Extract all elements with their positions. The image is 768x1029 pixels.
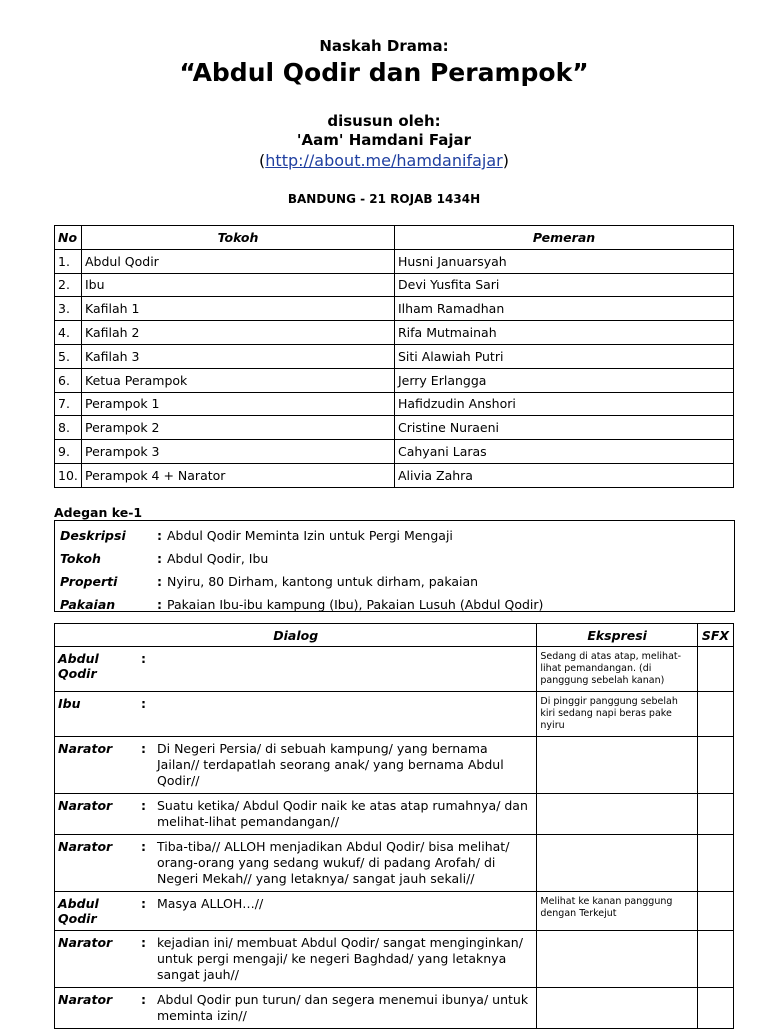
place-date: BANDUNG - 21 ROJAB 1434H: [287, 192, 481, 206]
col-header-ekspresi: Ekspresi: [537, 624, 697, 647]
cast-row: [55, 463, 734, 487]
cast-tokoh: Ketua Perampok: [82, 368, 395, 392]
scene-info-key: Pakaian: [60, 597, 116, 612]
cast-row: [55, 273, 734, 297]
cast-row: [55, 392, 734, 416]
cast-row: [55, 297, 734, 321]
dialog-cell: [55, 931, 537, 988]
cast-no: 9.: [55, 440, 82, 464]
expression-cell: [537, 988, 697, 1029]
dialog-text: [157, 696, 533, 711]
cast-tokoh: Ibu: [82, 273, 395, 297]
cast-no: 4.: [55, 321, 82, 345]
cast-no: 10.: [55, 463, 82, 487]
cast-row: [55, 440, 734, 464]
cast-tokoh: Perampok 1: [82, 392, 395, 416]
cast-pemeran: Ilham Ramadhan: [395, 297, 734, 321]
sfx-cell: [697, 835, 733, 892]
scene-info-colon: :: [157, 551, 162, 566]
speaker-name: Narator: [58, 839, 113, 854]
speaker-name: Narator: [58, 741, 113, 756]
dialog-line: [58, 696, 533, 711]
scene-info-key: Properti: [60, 574, 118, 589]
dialog-line: [58, 935, 533, 983]
dialog-cell: [55, 692, 537, 737]
expression-cell: Melihat ke kanan panggung dengan Terkejut: [537, 892, 697, 931]
scene-info-value: Abdul Qodir Meminta Izin untuk Pergi Mengaji: [167, 528, 453, 543]
expression-cell: [537, 737, 697, 794]
cast-no: 3.: [55, 297, 82, 321]
expression-cell: [537, 835, 697, 892]
cast-tokoh: Kafilah 2: [82, 321, 395, 345]
dialog-cell: [55, 647, 537, 692]
dialog-cell: [55, 892, 537, 931]
cast-tokoh: Perampok 2: [82, 416, 395, 440]
speaker-colon: :: [141, 839, 146, 854]
sfx-cell: [697, 931, 733, 988]
speaker-name: Ibu: [58, 696, 81, 711]
dialog-line: [58, 741, 533, 789]
cast-row: [55, 416, 734, 440]
scene-info-row: [55, 570, 734, 593]
scene-info-colon: :: [157, 528, 162, 543]
dialog-text: Abdul Qodir pun turun/ dan segera menemui ibunya/ untuk meminta izin//: [157, 992, 529, 1023]
sfx-cell: [697, 794, 733, 835]
dialog-row: [55, 692, 734, 737]
col-header-pemeran: Pemeran: [395, 226, 734, 250]
cast-no: 8.: [55, 416, 82, 440]
cast-no: 2.: [55, 273, 82, 297]
dialog-row: [55, 794, 734, 835]
dialog-text: [157, 651, 533, 681]
dialog-row: [55, 931, 734, 988]
cast-tokoh: Abdul Qodir: [82, 249, 395, 273]
speaker-colon: :: [141, 798, 146, 813]
cast-pemeran: Siti Alawiah Putri: [395, 344, 734, 368]
dialog-cell: [55, 737, 537, 794]
speaker-colon: :: [141, 651, 146, 666]
dialog-text: Masya ALLOH…//: [157, 896, 264, 911]
link-paren-close: ): [502, 151, 509, 170]
speaker-name: Narator: [58, 935, 113, 950]
cast-tokoh: Kafilah 3: [82, 344, 395, 368]
cast-no: 5.: [55, 344, 82, 368]
cast-no: 7.: [55, 392, 82, 416]
speaker-colon: :: [141, 896, 146, 911]
dialog-cell: [55, 794, 537, 835]
document-label: Naskah Drama:: [319, 37, 449, 55]
scene-info-colon: :: [157, 574, 162, 589]
cast-pemeran: Cristine Nuraeni: [395, 416, 734, 440]
cast-pemeran: Husni Januarsyah: [395, 249, 734, 273]
expression-cell: [537, 931, 697, 988]
scene-info-row: [55, 547, 734, 570]
dialog-header-row: [55, 624, 734, 647]
scene-label: Adegan ke-1: [54, 505, 143, 520]
cast-pemeran: Alivia Zahra: [395, 463, 734, 487]
cast-pemeran: Hafidzudin Anshori: [395, 392, 734, 416]
col-header-sfx: SFX: [697, 624, 733, 647]
dialog-text: Tiba-tiba// ALLOH menjadikan Abdul Qodir/ bisa melihat/ orang-orang yang sedang wukuf/ di padang Arofah/ di Negeri Mekah// yang letaknya/ sangat jauh sekali//: [157, 839, 510, 886]
scene-info-box: [54, 520, 735, 612]
dialog-text: Di Negeri Persia/ di sebuah kampung/ yang bernama Jailan// terdapatlah seorang anak/ yang bernama Abdul Qodir//: [157, 741, 504, 788]
scene-info-colon: :: [157, 597, 162, 612]
sfx-cell: [697, 892, 733, 931]
cast-table: [54, 225, 734, 488]
dialog-line: [58, 839, 533, 887]
cast-pemeran: Rifa Mutmainah: [395, 321, 734, 345]
speaker-colon: :: [141, 696, 146, 711]
dialog-cell: [55, 835, 537, 892]
cast-pemeran: Cahyani Laras: [395, 440, 734, 464]
dialog-row: [55, 988, 734, 1029]
sfx-cell: [697, 647, 733, 692]
expression-cell: [537, 794, 697, 835]
dialog-row: [55, 647, 734, 692]
link-paren-open: (: [259, 151, 266, 170]
cast-row: [55, 249, 734, 273]
document-title: “Abdul Qodir dan Perampok”: [179, 58, 589, 87]
author-link-line: [0, 151, 768, 170]
expression-cell: Di pinggir panggung sebelah kiri sedang napi beras pake nyiru: [537, 692, 697, 737]
cast-no: 1.: [55, 249, 82, 273]
dialog-text: kejadian ini/ membuat Abdul Qodir/ sangat menginginkan/ untuk pergi mengaji/ ke negeri Baghdad/ yang letaknya sangat jauh//: [157, 935, 523, 982]
dialog-table-body: [55, 647, 734, 1029]
cast-tokoh: Perampok 3: [82, 440, 395, 464]
dialog-line: [58, 798, 533, 830]
cast-row: [55, 321, 734, 345]
cast-tokoh: Perampok 4 + Narator: [82, 463, 395, 487]
scene-info-row: [55, 524, 734, 547]
dialog-row: [55, 737, 734, 794]
scene-info-value: Abdul Qodir, Ibu: [167, 551, 269, 566]
sfx-cell: [697, 988, 733, 1029]
col-header-dialog: Dialog: [55, 624, 537, 647]
speaker-name: Abdul Qodir: [58, 651, 99, 681]
cast-pemeran: Jerry Erlangga: [395, 368, 734, 392]
author-link[interactable]: http://about.me/hamdanifajar: [265, 151, 503, 170]
sfx-cell: [697, 737, 733, 794]
dialog-line: [58, 992, 533, 1024]
cast-pemeran: Devi Yusfita Sari: [395, 273, 734, 297]
scene-info-value: Pakaian Ibu-ibu kampung (Ibu), Pakaian Lusuh (Abdul Qodir): [167, 597, 544, 612]
cast-header-row: [55, 226, 734, 250]
dialog-table: [54, 623, 734, 1029]
speaker-name: Abdul Qodir: [58, 896, 99, 926]
dialog-row: [55, 835, 734, 892]
scene-info-value: Nyiru, 80 Dirham, kantong untuk dirham, pakaian: [167, 574, 479, 589]
expression-cell: Sedang di atas atap, melihat-lihat pemandangan. (di panggung sebelah kanan): [537, 647, 697, 692]
col-header-tokoh: Tokoh: [82, 226, 395, 250]
cast-tokoh: Kafilah 1: [82, 297, 395, 321]
col-header-no: No: [55, 226, 82, 250]
scene-info-row: [55, 593, 734, 616]
speaker-colon: :: [141, 935, 146, 950]
cast-no: 6.: [55, 368, 82, 392]
speaker-colon: :: [141, 992, 146, 1007]
speaker-colon: :: [141, 741, 146, 756]
author-name: 'Aam' Hamdani Fajar: [296, 131, 472, 149]
speaker-name: Narator: [58, 992, 113, 1007]
scene-info-key: Tokoh: [60, 551, 101, 566]
speaker-name: Narator: [58, 798, 113, 813]
author-label: disusun oleh:: [327, 112, 441, 130]
cast-row: [55, 344, 734, 368]
dialog-text: Suatu ketika/ Abdul Qodir naik ke atas atap rumahnya/ dan melihat-lihat pemandangan//: [157, 798, 528, 829]
dialog-line: [58, 651, 533, 681]
sfx-cell: [697, 692, 733, 737]
dialog-row: [55, 892, 734, 931]
dialog-line: [58, 896, 533, 926]
scene-info-key: Deskripsi: [60, 528, 126, 543]
cast-table-body: [55, 249, 734, 487]
cast-row: [55, 368, 734, 392]
dialog-cell: [55, 988, 537, 1029]
